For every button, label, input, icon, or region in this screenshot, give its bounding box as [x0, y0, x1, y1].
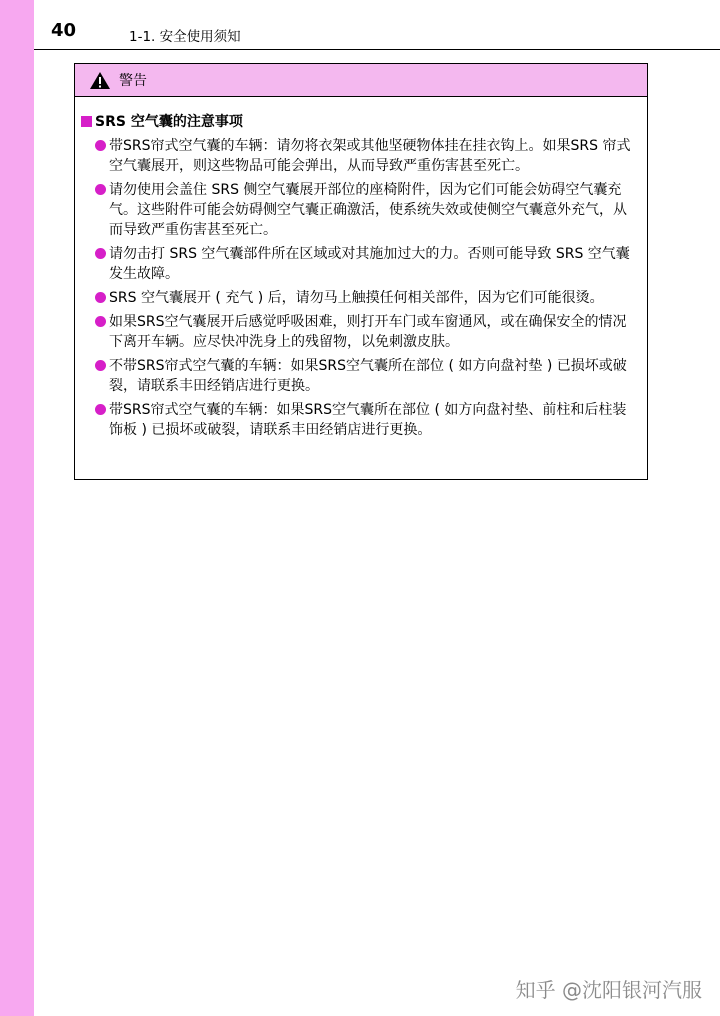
page-number: 40 [51, 20, 77, 41]
list-item [81, 288, 641, 308]
bullet-dot-icon [95, 360, 106, 371]
list-item-text: 请勿使用会盖住 SRS 侧空气囊展开部位的座椅附件，因为它们可能会妨碍空气囊充气。这些附件可能会妨碍侧空气囊正确激活，使系统失效或使侧空气囊意外充气，从而导致严重伤害甚至死亡。 [109, 182, 627, 238]
list-item [81, 356, 641, 396]
header-divider [34, 49, 720, 50]
list-item-text: 如果SRS空气囊展开后感觉呼吸困难，则打开车门或车窗通风，或在确保安全的情况下离开车辆。应尽快冲洗身上的残留物，以免刺激皮肤。 [109, 314, 627, 350]
warning-subheading [81, 111, 641, 131]
watermark: 知乎 @沈阳银河汽服 [515, 978, 702, 1002]
side-color-strip [0, 0, 34, 1016]
subheading-text: SRS 空气囊的注意事项 [95, 114, 243, 130]
bullet-dot-icon [95, 316, 106, 327]
warning-header [75, 64, 647, 97]
bullet-dot-icon [95, 248, 106, 259]
list-item-text: 不带SRS帘式空气囊的车辆：如果SRS空气囊所在部位 ( 如方向盘衬垫 ) 已损坏或破裂，请联系丰田经销店进行更换。 [109, 358, 627, 394]
bullet-dot-icon [95, 292, 106, 303]
list-item [81, 400, 641, 440]
warning-triangle-icon [89, 71, 111, 90]
section-title: 1-1. 安全使用须知 [129, 29, 241, 45]
list-item-text: 带SRS帘式空气囊的车辆：请勿将衣架或其他坚硬物体挂在挂衣钩上。如果SRS 帘式空气囊展开，则这些物品可能会弹出，从而导致严重伤害甚至死亡。 [109, 138, 631, 174]
list-item [81, 312, 641, 352]
list-item [81, 136, 641, 176]
warning-label: 警告 [119, 73, 147, 89]
list-item [81, 180, 641, 240]
list-item-text: SRS 空气囊展开 ( 充气 ) 后，请勿马上触摸任何相关部件，因为它们可能很烫。 [109, 290, 604, 306]
warning-box [74, 63, 648, 480]
list-item-text: 请勿击打 SRS 空气囊部件所在区域或对其施加过大的力。否则可能导致 SRS 空气囊发生故障。 [109, 246, 630, 282]
warning-list [81, 136, 641, 440]
square-bullet-icon [81, 116, 92, 127]
list-item-text: 带SRS帘式空气囊的车辆：如果SRS空气囊所在部位 ( 如方向盘衬垫、前柱和后柱装饰板 ) 已损坏或破裂，请联系丰田经销店进行更换。 [109, 402, 627, 438]
list-item [81, 244, 641, 284]
bullet-dot-icon [95, 140, 106, 151]
bullet-dot-icon [95, 404, 106, 415]
page-header [34, 0, 720, 50]
warning-body [75, 97, 647, 440]
bullet-dot-icon [95, 184, 106, 195]
